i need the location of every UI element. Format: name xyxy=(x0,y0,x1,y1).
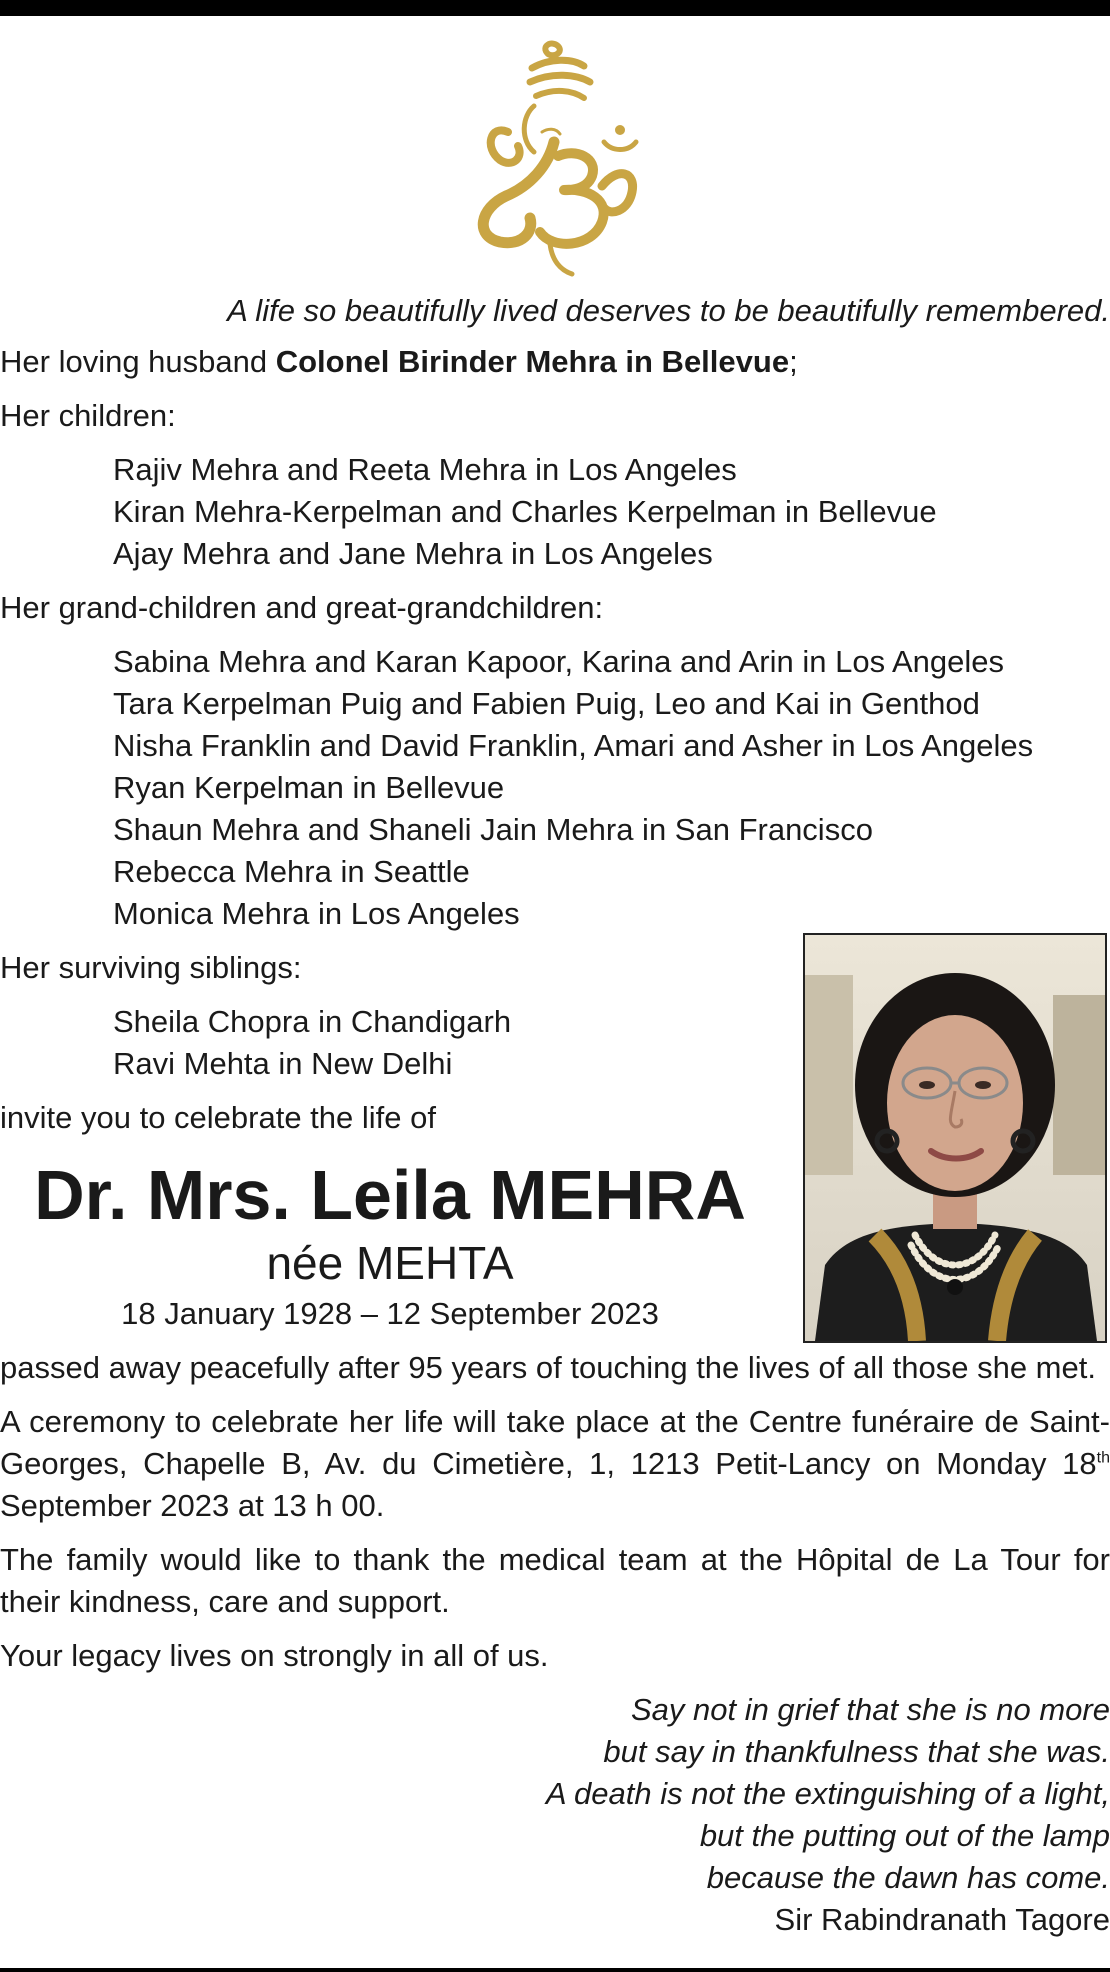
maiden-name: née MEHTA xyxy=(266,1237,514,1289)
list-item: Ryan Kerpelman in Bellevue xyxy=(113,770,505,805)
list-item: Nisha Franklin and David Franklin, Amari and Asher in Los Angeles xyxy=(113,728,1034,763)
grandchildren-heading: Her grand-children and great-grandchildren: xyxy=(0,590,604,625)
poem-line: because the dawn has come. xyxy=(706,1860,1110,1895)
deceased-block xyxy=(0,1153,780,1335)
list-item: Ravi Mehta in New Delhi xyxy=(113,1046,453,1081)
ceremony-paragraph xyxy=(0,1401,1110,1527)
ganesha-om-icon xyxy=(460,36,650,278)
list-item: Ajay Mehra and Jane Mehra in Los Angeles xyxy=(113,536,713,571)
poem-line: Say not in grief that she is no more xyxy=(630,1692,1110,1727)
list-item: Shaun Mehra and Shaneli Jain Mehra in San Francisco xyxy=(113,812,873,847)
list-item: Rajiv Mehra and Reeta Mehra in Los Angeles xyxy=(113,452,737,487)
poem-line: A death is not the extinguishing of a light, xyxy=(545,1776,1110,1811)
portrait-illustration xyxy=(805,935,1105,1341)
husband-line xyxy=(0,341,1110,383)
ceremony-text: A ceremony to celebrate her life will take place at the Centre funéraire de Saint-Georges, Chapelle B, Av. du Cimetière, 1, 1213 Petit-Lancy on Monday 18 xyxy=(0,1404,1110,1481)
bottom-border xyxy=(0,1968,1110,1972)
list-item: Monica Mehra in Los Angeles xyxy=(113,896,520,931)
poem-author: Sir Rabindranath Tagore xyxy=(774,1902,1110,1937)
poem xyxy=(0,1689,1110,1941)
thanks-paragraph: The family would like to thank the medical team at the Hôpital de La Tour for their kindness, care and support. xyxy=(0,1542,1110,1619)
portrait-photo xyxy=(803,933,1107,1343)
poem-line: but say in thankfulness that she was. xyxy=(603,1734,1110,1769)
deceased-name: Dr. Mrs. Leila MEHRA xyxy=(34,1156,746,1234)
passed-line: passed away peacefully after 95 years of touching the lives of all those she met. xyxy=(0,1350,1096,1385)
list-item: Sabina Mehra and Karan Kapoor, Karina and Arin in Los Angeles xyxy=(113,644,1005,679)
top-border xyxy=(0,0,1110,16)
life-dates: 18 January 1928 – 12 September 2023 xyxy=(121,1296,659,1331)
grandchildren-list xyxy=(0,641,1110,935)
poem-line: but the putting out of the lamp xyxy=(699,1818,1110,1853)
children-heading: Her children: xyxy=(0,398,176,433)
children-list xyxy=(0,449,1110,575)
husband-name: Colonel Birinder Mehra in Bellevue xyxy=(275,344,790,379)
husband-suffix: ; xyxy=(789,344,798,379)
list-item: Rebecca Mehra in Seattle xyxy=(113,854,470,889)
list-item: Sheila Chopra in Chandigarh xyxy=(113,1004,512,1039)
list-item: Kiran Mehra-Kerpelman and Charles Kerpelman in Bellevue xyxy=(113,494,937,529)
invite-line: invite you to celebrate the life of xyxy=(0,1100,436,1135)
legacy-line: Your legacy lives on strongly in all of us. xyxy=(0,1638,549,1673)
siblings-heading: Her surviving siblings: xyxy=(0,950,302,985)
husband-prefix: Her loving husband xyxy=(0,344,276,379)
ceremony-text-end: September 2023 at 13 h 00. xyxy=(0,1488,385,1523)
ceremony-ordinal: th xyxy=(1096,1449,1110,1467)
motto: A life so beautifully lived deserves to be beautifully remembered. xyxy=(227,293,1110,328)
list-item: Tara Kerpelman Puig and Fabien Puig, Leo and Kai in Genthod xyxy=(113,686,980,721)
